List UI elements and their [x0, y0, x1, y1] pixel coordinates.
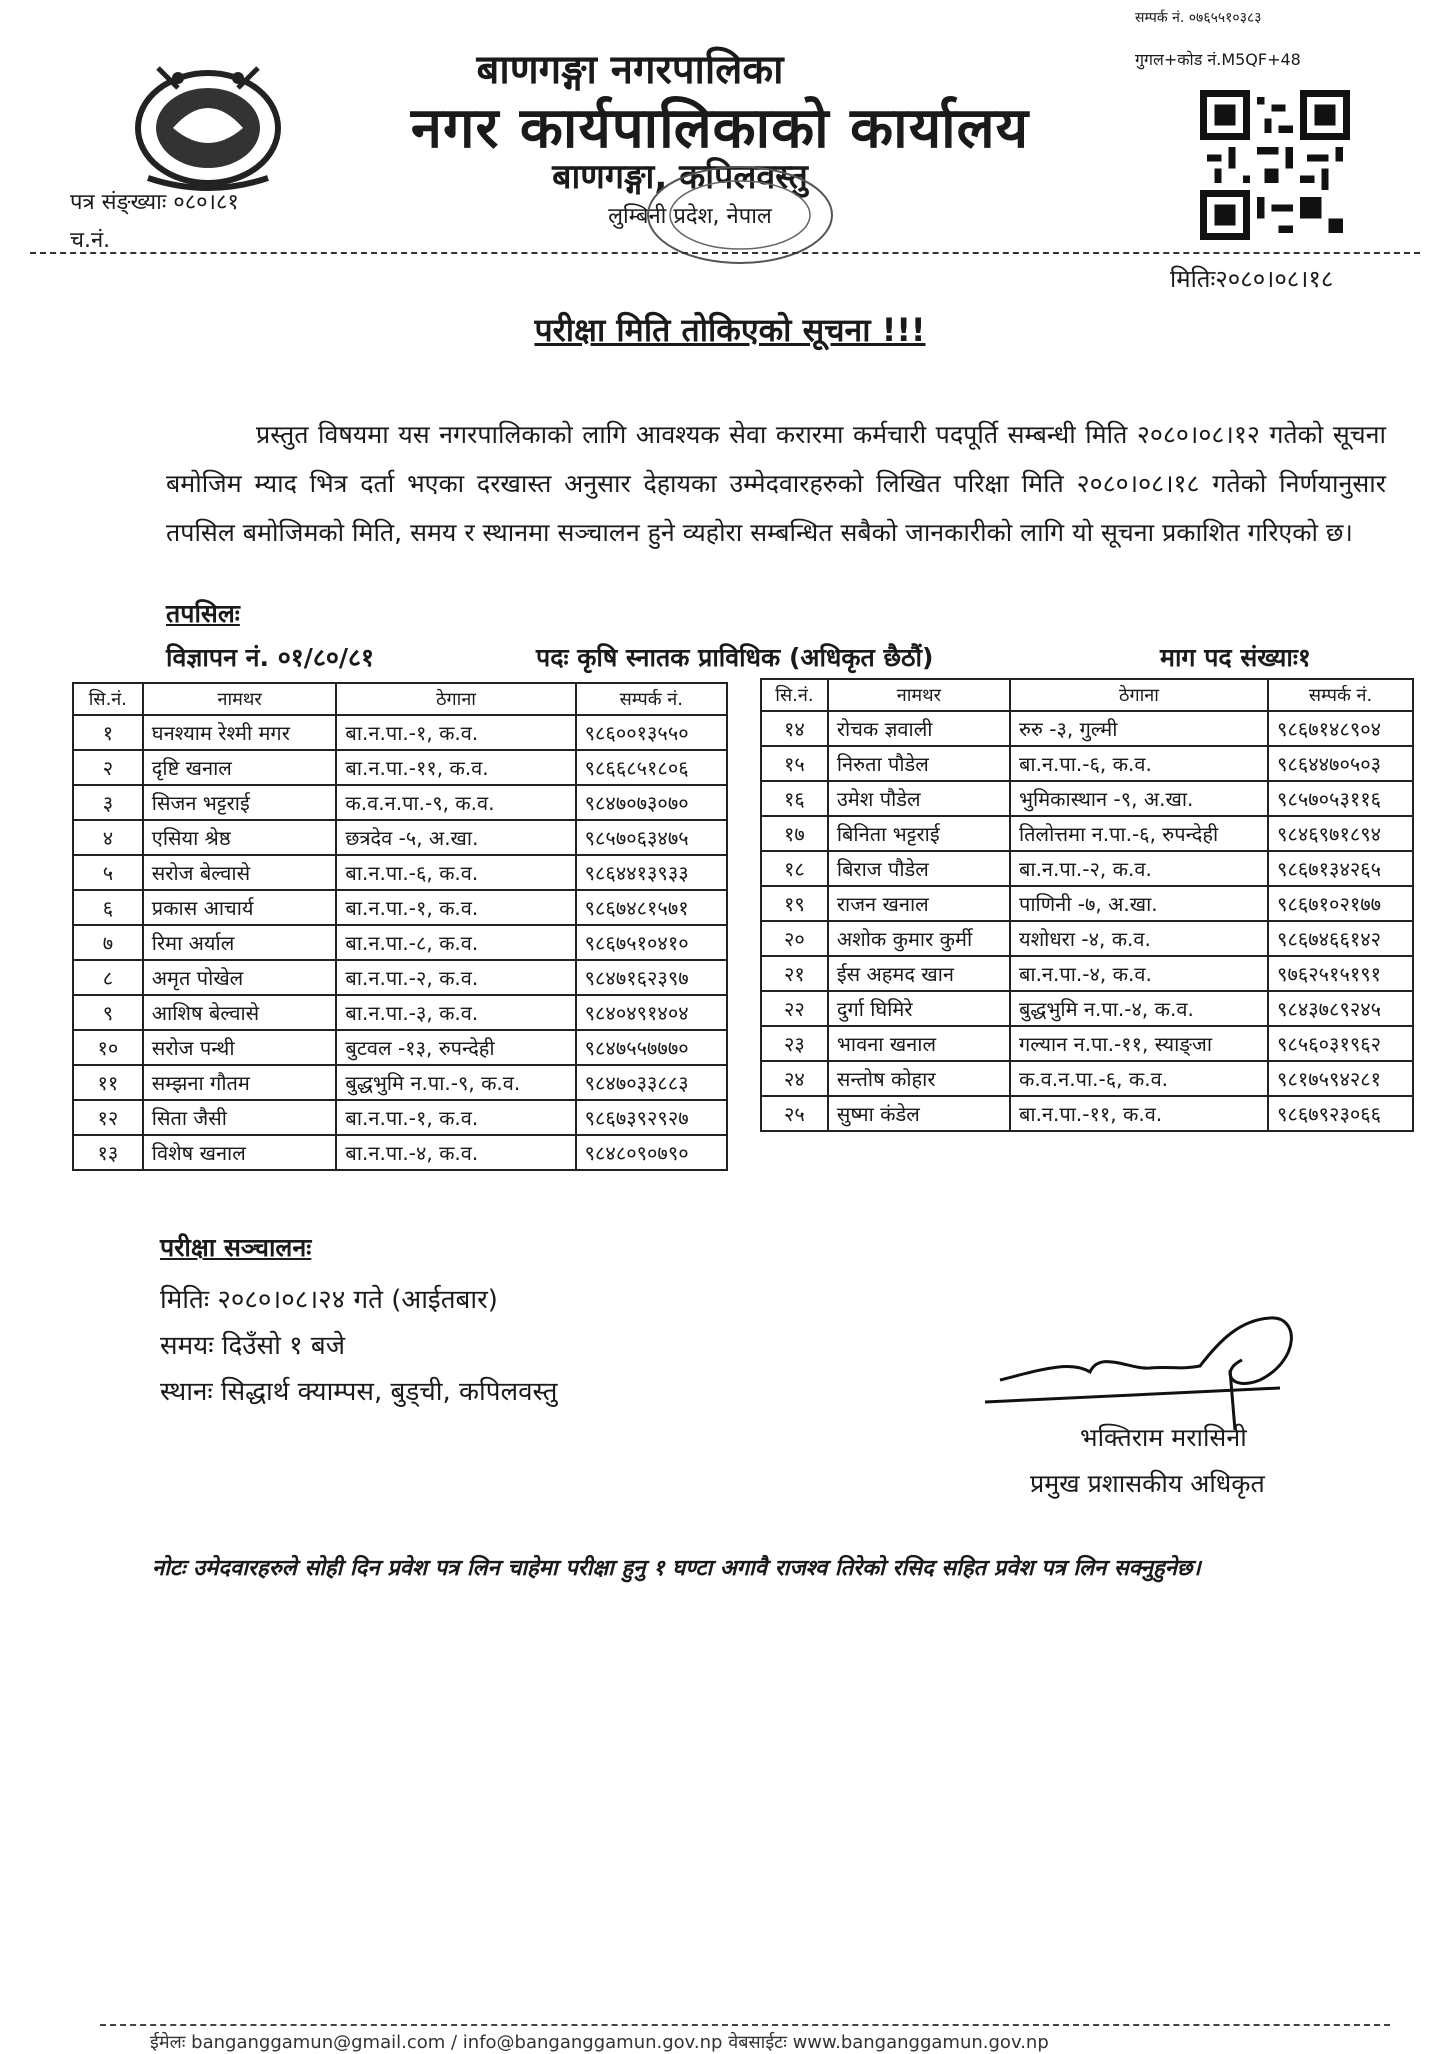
cell-sn: १८: [761, 851, 828, 886]
advertisement-number: विज्ञापन नं. ०१/८०/८१: [166, 643, 374, 672]
footer-contact[interactable]: ईमेलः banganggamun@gmail.com / info@banganggamun.gov.np वेबसाईटः www.banganggamun.gov.np: [150, 2032, 1049, 2053]
cell-sn: २३: [761, 1026, 828, 1061]
column-header-address: ठेगाना: [1010, 679, 1268, 711]
municipality-name: बाणगङ्गा नगरपालिका: [476, 47, 784, 93]
cell-address: बा.न.पा.-२, क.व.: [1010, 851, 1268, 886]
cell-contact: ९८४८०९०७९०: [576, 1135, 727, 1170]
cell-contact: ९८६४४७०५०३: [1268, 746, 1413, 781]
table-row: [73, 750, 727, 785]
column-header-address: ठेगाना: [336, 683, 575, 715]
cell-address: बा.न.पा.-१, क.व.: [336, 1100, 575, 1135]
column-header-sn: सि.नं.: [73, 683, 143, 715]
cell-name: दृष्टि खनाल: [143, 750, 337, 785]
cell-name: सरोज पन्थी: [143, 1030, 337, 1065]
cell-contact: ९८४०४९१४०४: [576, 995, 727, 1030]
cell-name: सुष्मा कंडेल: [828, 1096, 1010, 1131]
table-row: [761, 956, 1413, 991]
table-row: [73, 715, 727, 750]
cell-sn: १३: [73, 1135, 143, 1170]
table-row: [73, 1065, 727, 1100]
cell-contact: ९८४६९७१८९४: [1268, 816, 1413, 851]
notice-body: प्रस्तुत विषयमा यस नगरपालिकाको लागि आवश्यक सेवा करारमा कर्मचारी पदपूर्ति सम्बन्धी मिति २०८०।०८।१२ गतेको सूचना बमोजिम म्याद भित्र दर्ता भएका दरखास्त अनुसार देहायका उम्मेदवारहरुको लिखित परिक्षा मिति २०८०।०८।१८ गतेको निर्णयानुसार तपसिल बमोजिमको मिति, समय र स्थानमा सञ्चालन हुने व्यहोरा सम्बन्धित सबैको जानकारीको लागि यो सूचना प्रकाशित गरिएको छ।: [166, 420, 1386, 547]
cell-sn: २१: [761, 956, 828, 991]
office-name: नगर कार्यपालिकाको कार्यालय: [410, 96, 1030, 161]
cell-contact: ९८६७९२३०६६: [1268, 1096, 1413, 1131]
cell-sn: १०: [73, 1030, 143, 1065]
table-row: [761, 711, 1413, 746]
cell-contact: ९८६००१३५५०: [576, 715, 727, 750]
cell-contact: ९८६७४६६१४२: [1268, 921, 1413, 956]
table-row: [73, 995, 727, 1030]
signer-title: प्रमुख प्रशासकीय अधिकृत: [1030, 1469, 1265, 1498]
cell-sn: २५: [761, 1096, 828, 1131]
cell-contact: ९८६७१४८९०४: [1268, 711, 1413, 746]
table-row: [761, 781, 1413, 816]
cell-contact: ९८४७०३३८८३: [576, 1065, 727, 1100]
cell-name: प्रकास आचार्य: [143, 890, 337, 925]
letter-date: मितिः२०८०।०८।१८: [1170, 265, 1334, 293]
cell-name: बिराज पौडेल: [828, 851, 1010, 886]
exam-time: समयः दिउँसो १ बजे: [160, 1331, 346, 1361]
cell-name: राजन खनाल: [828, 886, 1010, 921]
cell-contact: ९८६६८५१८०६: [576, 750, 727, 785]
cell-name: घनश्याम रेश्मी मगर: [143, 715, 337, 750]
cell-contact: ९८६४४१३९३३: [576, 855, 727, 890]
table-row: [73, 785, 727, 820]
table-row: [73, 925, 727, 960]
table-row: [761, 1026, 1413, 1061]
cell-contact: ९८४७०७३०७०: [576, 785, 727, 820]
cell-sn: १९: [761, 886, 828, 921]
header-divider: [30, 252, 1420, 254]
cell-address: बा.न.पा.-४, क.व.: [336, 1135, 575, 1170]
qr-code-icon[interactable]: [1200, 90, 1350, 240]
cell-sn: १६: [761, 781, 828, 816]
table-row: [761, 816, 1413, 851]
candidate-table-left: [72, 682, 728, 1171]
cell-name: सिता जैसी: [143, 1100, 337, 1135]
nepal-emblem-logo: [118, 48, 298, 198]
cell-sn: २४: [761, 1061, 828, 1096]
dispatch-number: च.नं.: [70, 228, 111, 253]
table-row: [761, 991, 1413, 1026]
notice-title: परीक्षा मिति तोकिएको सूचना !!!: [534, 311, 926, 349]
cell-name: दुर्गा घिमिरे: [828, 991, 1010, 1026]
cell-address: क.व.न.पा.-६, क.व.: [1010, 1061, 1268, 1096]
exam-date: मितिः २०८०।०८।२४ गते (आईतबार): [160, 1285, 498, 1315]
cell-contact: ९८६७१०२१७७: [1268, 886, 1413, 921]
table-header-row: [761, 679, 1413, 711]
cell-address: तिलोत्तमा न.पा.-६, रुपन्देही: [1010, 816, 1268, 851]
cell-sn: २२: [761, 991, 828, 1026]
signer-name: भक्तिराम मरासिनी: [1080, 1423, 1247, 1452]
cell-name: सिजन भट्टराई: [143, 785, 337, 820]
cell-address: भुमिकास्थान -९, अ.खा.: [1010, 781, 1268, 816]
table-row: [73, 960, 727, 995]
table-row: [761, 1096, 1413, 1131]
cell-name: रोचक ज्ञवाली: [828, 711, 1010, 746]
cell-name: सम्झना गौतम: [143, 1065, 337, 1100]
cell-address: यशोधरा -४, क.व.: [1010, 921, 1268, 956]
column-header-name: नामथर: [828, 679, 1010, 711]
cell-name: ईस अहमद खान: [828, 956, 1010, 991]
cell-contact: ९८५७०५३११६: [1268, 781, 1413, 816]
cell-contact: ९८४७५५७७७०: [576, 1030, 727, 1065]
cell-address: गल्यान न.पा.-११, स्याङ्जा: [1010, 1026, 1268, 1061]
cell-sn: ६: [73, 890, 143, 925]
google-plus-code: गुगल+कोड नं.M5QF+48: [1135, 50, 1301, 69]
cell-name: निरुता पौडेल: [828, 746, 1010, 781]
cell-sn: १४: [761, 711, 828, 746]
cell-sn: ११: [73, 1065, 143, 1100]
table-row: [761, 851, 1413, 886]
cell-sn: ८: [73, 960, 143, 995]
cell-contact: ९७६२५१५१९१: [1268, 956, 1413, 991]
cell-contact: ९८१७५९४२८१: [1268, 1061, 1413, 1096]
cell-contact: ९८६७१३४२६५: [1268, 851, 1413, 886]
cell-address: बा.न.पा.-२, क.व.: [336, 960, 575, 995]
column-header-contact: सम्पर्क नं.: [1268, 679, 1413, 711]
position-title: पदः कृषि स्नातक प्राविधिक (अधिकृत छैठौं): [536, 643, 934, 672]
contact-number: सम्पर्क नं. ०७६५५१०३८३: [1135, 10, 1262, 26]
cell-name: उमेश पौडेल: [828, 781, 1010, 816]
column-header-sn: सि.नं.: [761, 679, 828, 711]
exam-place: स्थानः सिद्धार्थ क्याम्पस, बुड्ची, कपिलवस्तु: [160, 1377, 558, 1407]
cell-address: बा.न.पा.-११, क.व.: [1010, 1096, 1268, 1131]
cell-contact: ९८५७०६३४७५: [576, 820, 727, 855]
cell-address: बा.न.पा.-६, क.व.: [336, 855, 575, 890]
cell-address: बा.न.पा.-८, क.व.: [336, 925, 575, 960]
cell-address: बुद्धभुमि न.पा.-४, क.व.: [1010, 991, 1268, 1026]
table-row: [73, 890, 727, 925]
table-row: [73, 855, 727, 890]
cell-name: विशेष खनाल: [143, 1135, 337, 1170]
cell-address: बा.न.पा.-११, क.व.: [336, 750, 575, 785]
cell-address: बा.न.पा.-४, क.व.: [1010, 956, 1268, 991]
cell-contact: ९८६७५१०४१०: [576, 925, 727, 960]
cell-name: सन्तोष कोहार: [828, 1061, 1010, 1096]
note-text: नोटः उमेदवारहरुले सोही दिन प्रवेश पत्र लिन चाहेमा परीक्षा हुनु १ घण्टा अगावै राजश्व तिरेको रसिद सहित प्रवेश पत्र लिन सक्नुहुनेछ।: [152, 1556, 1201, 1581]
cell-sn: १२: [73, 1100, 143, 1135]
cell-sn: २: [73, 750, 143, 785]
vacancy-count: माग पद संख्याः१: [1160, 643, 1311, 672]
cell-contact: ९८६७३९२९२७: [576, 1100, 727, 1135]
cell-name: रिमा अर्याल: [143, 925, 337, 960]
column-header-contact: सम्पर्क नं.: [576, 683, 727, 715]
cell-sn: २०: [761, 921, 828, 956]
cell-sn: ७: [73, 925, 143, 960]
cell-sn: १: [73, 715, 143, 750]
cell-contact: ९८४७१६२३९७: [576, 960, 727, 995]
province-name: लुम्बिनी प्रदेश, नेपाल: [608, 204, 772, 229]
column-header-name: नामथर: [143, 683, 337, 715]
table-row: [761, 1061, 1413, 1096]
cell-sn: १७: [761, 816, 828, 851]
cell-address: छत्रदेव -५, अ.खा.: [336, 820, 575, 855]
table-row: [761, 746, 1413, 781]
cell-address: रुरु -३, गुल्मी: [1010, 711, 1268, 746]
cell-name: आशिष बेल्वासे: [143, 995, 337, 1030]
candidate-table-right: [760, 678, 1414, 1132]
table-row: [761, 921, 1413, 956]
cell-address: पाणिनी -७, अ.खा.: [1010, 886, 1268, 921]
cell-name: भावना खनाल: [828, 1026, 1010, 1061]
cell-name: अशोक कुमार कुर्मी: [828, 921, 1010, 956]
cell-address: बुद्धभुमि न.पा.-९, क.व.: [336, 1065, 575, 1100]
cell-address: क.व.न.पा.-९, क.व.: [336, 785, 575, 820]
candidate-rows-left: [73, 715, 727, 1170]
table-row: [761, 886, 1413, 921]
office-address: बाणगङ्गा, कपिलवस्तु: [552, 157, 808, 197]
cell-address: बा.न.पा.-१, क.व.: [336, 715, 575, 750]
table-row: [73, 1135, 727, 1170]
cell-sn: ३: [73, 785, 143, 820]
exam-heading: परीक्षा सञ्चालनः: [160, 1233, 312, 1262]
table-header-row: [73, 683, 727, 715]
cell-address: बुटवल -१३, रुपन्देही: [336, 1030, 575, 1065]
table-row: [73, 1100, 727, 1135]
table-row: [73, 820, 727, 855]
cell-sn: ५: [73, 855, 143, 890]
cell-contact: ९८५६०३१९६२: [1268, 1026, 1413, 1061]
cell-contact: ९८४३७८९२४५: [1268, 991, 1413, 1026]
details-heading: तपसिलः: [166, 599, 240, 628]
cell-address: बा.न.पा.-६, क.व.: [1010, 746, 1268, 781]
cell-name: सरोज बेल्वासे: [143, 855, 337, 890]
footer-divider: [100, 2024, 1390, 2026]
cell-name: बिनिता भट्टराई: [828, 816, 1010, 851]
letter-number: पत्र संङ्ख्याः ०८०।८१: [70, 190, 239, 215]
cell-sn: ४: [73, 820, 143, 855]
cell-contact: ९८६७४८१५७१: [576, 890, 727, 925]
table-row: [73, 1030, 727, 1065]
cell-sn: १५: [761, 746, 828, 781]
candidate-rows-right: [761, 711, 1413, 1131]
cell-address: बा.न.पा.-१, क.व.: [336, 890, 575, 925]
cell-name: एसिया श्रेष्ठ: [143, 820, 337, 855]
cell-name: अमृत पोखेल: [143, 960, 337, 995]
cell-sn: ९: [73, 995, 143, 1030]
cell-address: बा.न.पा.-३, क.व.: [336, 995, 575, 1030]
